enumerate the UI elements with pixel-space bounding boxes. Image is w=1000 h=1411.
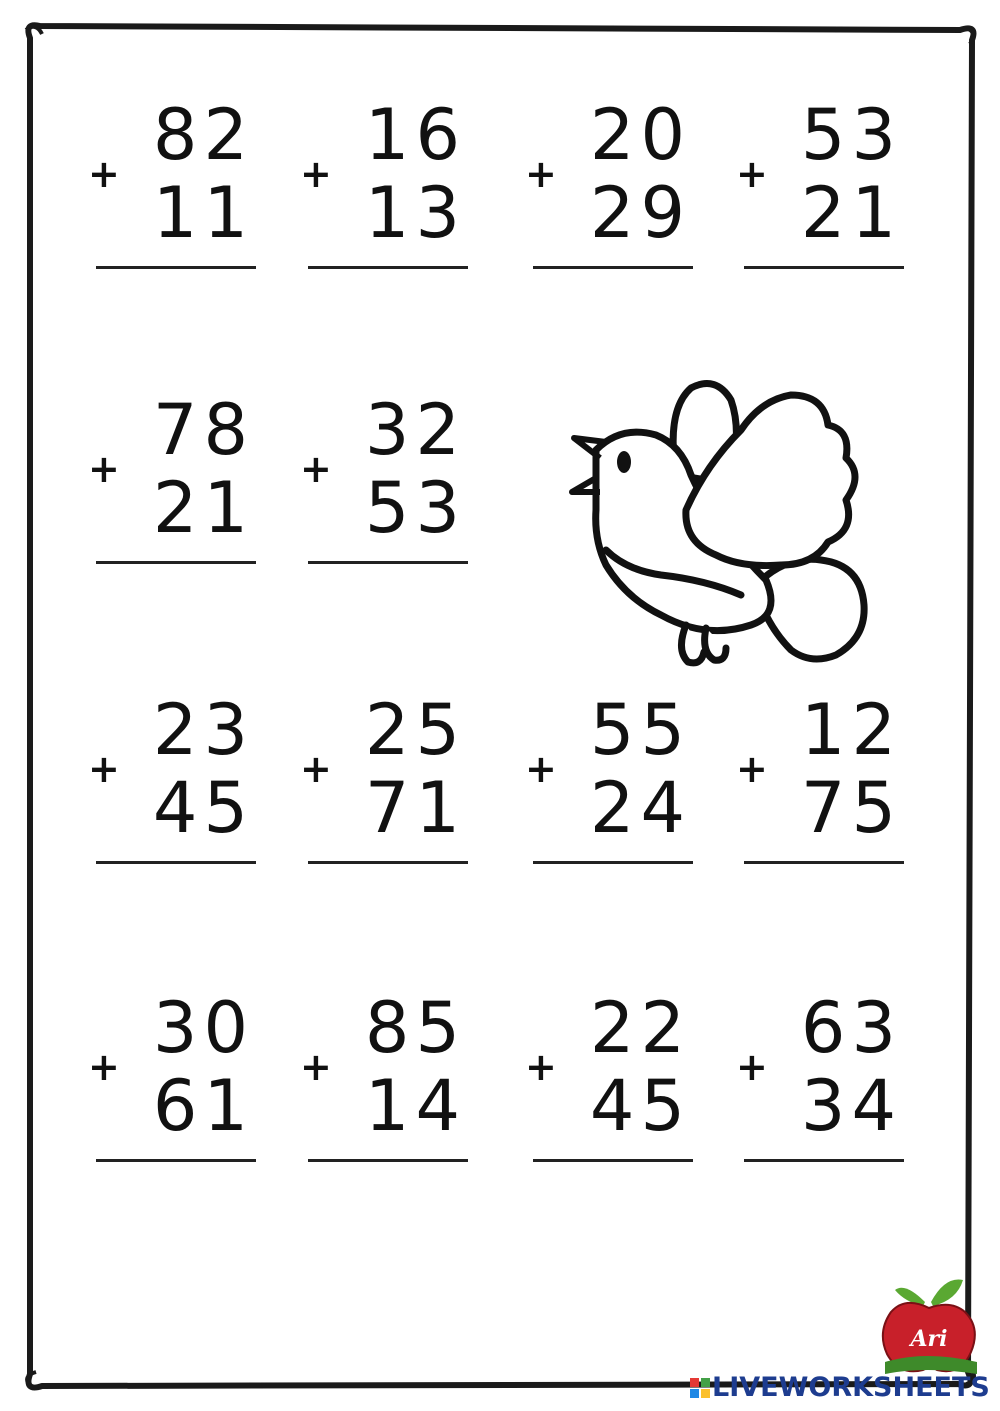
answer-line[interactable] [96, 861, 256, 864]
answer-line[interactable] [308, 266, 468, 269]
addition-problem-6 [300, 389, 488, 565]
plus-sign: + [736, 1045, 768, 1089]
plus-sign: + [88, 447, 120, 491]
answer-line[interactable] [308, 1159, 468, 1162]
top-addend: 20 [589, 94, 691, 176]
addition-problem-10 [736, 689, 924, 865]
answer-line[interactable] [96, 561, 256, 564]
plus-sign: + [525, 1045, 557, 1089]
addition-problem-8 [300, 689, 488, 865]
bottom-addend: 45 [152, 767, 254, 849]
addition-problem-1 [88, 94, 276, 270]
addition-problem-12 [300, 987, 488, 1163]
bottom-addend: 14 [364, 1065, 466, 1147]
watermark-text: LIVEWORKSHEETS [712, 1372, 990, 1403]
addition-problem-13 [525, 987, 713, 1163]
addition-problem-3 [525, 94, 713, 270]
bottom-addend: 61 [152, 1065, 254, 1147]
plus-sign: + [300, 747, 332, 791]
top-addend: 22 [589, 987, 691, 1069]
addition-problem-14 [736, 987, 924, 1163]
plus-sign: + [736, 152, 768, 196]
top-addend: 78 [152, 389, 254, 471]
answer-line[interactable] [744, 861, 904, 864]
top-addend: 82 [152, 94, 254, 176]
plus-sign: + [525, 747, 557, 791]
answer-line[interactable] [533, 1159, 693, 1162]
bottom-addend: 13 [364, 172, 466, 254]
plus-sign: + [88, 747, 120, 791]
top-addend: 55 [589, 689, 691, 771]
answer-line[interactable] [308, 861, 468, 864]
liveworksheets-watermark [690, 1372, 990, 1404]
bottom-addend: 75 [800, 767, 902, 849]
plus-sign: + [525, 152, 557, 196]
bottom-addend: 11 [152, 172, 254, 254]
bottom-addend: 45 [589, 1065, 691, 1147]
bottom-addend: 24 [589, 767, 691, 849]
answer-line[interactable] [533, 861, 693, 864]
addition-problem-7 [88, 689, 276, 865]
addition-problem-9 [525, 689, 713, 865]
top-addend: 30 [152, 987, 254, 1069]
top-addend: 16 [364, 94, 466, 176]
addition-problem-5 [88, 389, 276, 565]
addition-problem-4 [736, 94, 924, 270]
addition-problem-2 [300, 94, 488, 270]
bottom-addend: 34 [800, 1065, 902, 1147]
top-addend: 25 [364, 689, 466, 771]
plus-sign: + [300, 447, 332, 491]
bottom-addend: 53 [364, 467, 466, 549]
plus-sign: + [88, 1045, 120, 1089]
top-addend: 32 [364, 389, 466, 471]
top-addend: 12 [800, 689, 902, 771]
bottom-addend: 71 [364, 767, 466, 849]
plus-sign: + [300, 152, 332, 196]
top-addend: 53 [800, 94, 902, 176]
bottom-addend: 29 [589, 172, 691, 254]
answer-line[interactable] [744, 1159, 904, 1162]
bottom-addend: 21 [152, 467, 254, 549]
top-addend: 85 [364, 987, 466, 1069]
bottom-addend: 21 [800, 172, 902, 254]
logo-text: Ari [910, 1326, 948, 1352]
answer-line[interactable] [533, 266, 693, 269]
liveworksheets-logo-icon [690, 1378, 710, 1398]
answer-line[interactable] [744, 266, 904, 269]
addition-problem-11 [88, 987, 276, 1163]
plus-sign: + [736, 747, 768, 791]
top-addend: 23 [152, 689, 254, 771]
apple-icon [865, 1262, 995, 1382]
bird-icon [566, 370, 876, 675]
answer-line[interactable] [96, 266, 256, 269]
top-addend: 63 [800, 987, 902, 1069]
plus-sign: + [300, 1045, 332, 1089]
answer-line[interactable] [96, 1159, 256, 1162]
plus-sign: + [88, 152, 120, 196]
answer-line[interactable] [308, 561, 468, 564]
